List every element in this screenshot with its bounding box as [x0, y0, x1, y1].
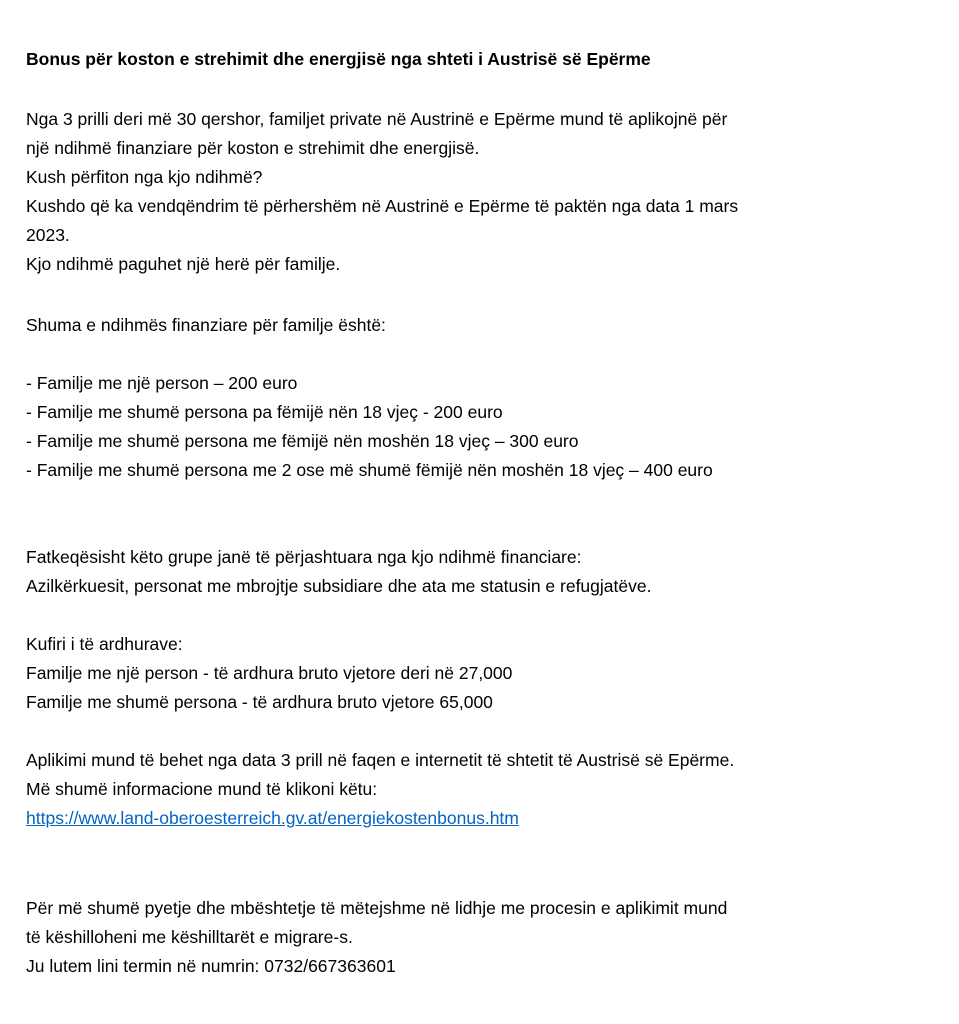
income-limit-line: Kufiri i të ardhurave: — [26, 634, 183, 654]
intro-line: 2023. — [26, 225, 70, 245]
support-phone-line: Ju lutem lini termin në numrin: 0732/667363601 — [26, 956, 396, 976]
intro-line: një ndihmë finanziare për koston e strehimit dhe energjisë. — [26, 138, 480, 158]
intro-line: Nga 3 prilli deri më 30 qershor, familjet private në Austrinë e Epërme mund të aplikojnë për — [26, 109, 728, 129]
support-line: Për më shumë pyetje dhe mbështetje të mëtejshme në lidhje me procesin e aplikimit mund — [26, 898, 728, 918]
intro-line: Kush përfiton nga kjo ndihmë? — [26, 167, 263, 187]
income-limit-line: Familje me një person - të ardhura bruto vjetore deri në 27,000 — [26, 663, 513, 683]
intro-line: Kjo ndihmë paguhet një herë për familje. — [26, 254, 341, 274]
amount-item: - Familje me shumë persona me fëmijë nën moshën 18 vjeç – 300 euro — [26, 431, 579, 451]
exclusions-line: Fatkeqësisht këto grupe janë të përjashtuara nga kjo ndihmë financiare: — [26, 547, 582, 567]
income-limit-line: Familje me shumë persona - të ardhura bruto vjetore 65,000 — [26, 692, 493, 712]
info-link[interactable]: https://www.land-oberoesterreich.gv.at/energiekostenbonus.htm — [26, 808, 519, 828]
amount-item: - Familje me shumë persona me 2 ose më shumë fëmijë nën moshën 18 vjeç – 400 euro — [26, 460, 713, 480]
support-line: të këshilloheni me këshilltarët e migrare-s. — [26, 927, 353, 947]
amount-heading: Shuma e ndihmës finanziare për familje është: — [26, 315, 386, 335]
amount-item: - Familje me shumë persona pa fëmijë nën 18 vjeç - 200 euro — [26, 402, 503, 422]
document-title: Bonus për koston e strehimit dhe energjisë nga shteti i Austrisë së Epërme — [26, 49, 651, 69]
intro-line: Kushdo që ka vendqëndrim të përhershëm në Austrinë e Epërme të paktën nga data 1 mars — [26, 196, 739, 216]
application-line: Aplikimi mund të behet nga data 3 prill në faqen e internetit të shtetit të Austrisë së Epërme. — [26, 750, 735, 770]
amount-item: - Familje me një person – 200 euro — [26, 373, 298, 393]
exclusions-line: Azilkërkuesit, personat me mbrojtje subsidiare dhe ata me statusin e refugjatëve. — [26, 576, 652, 596]
application-line: Më shumë informacione mund të klikoni këtu: — [26, 779, 378, 799]
